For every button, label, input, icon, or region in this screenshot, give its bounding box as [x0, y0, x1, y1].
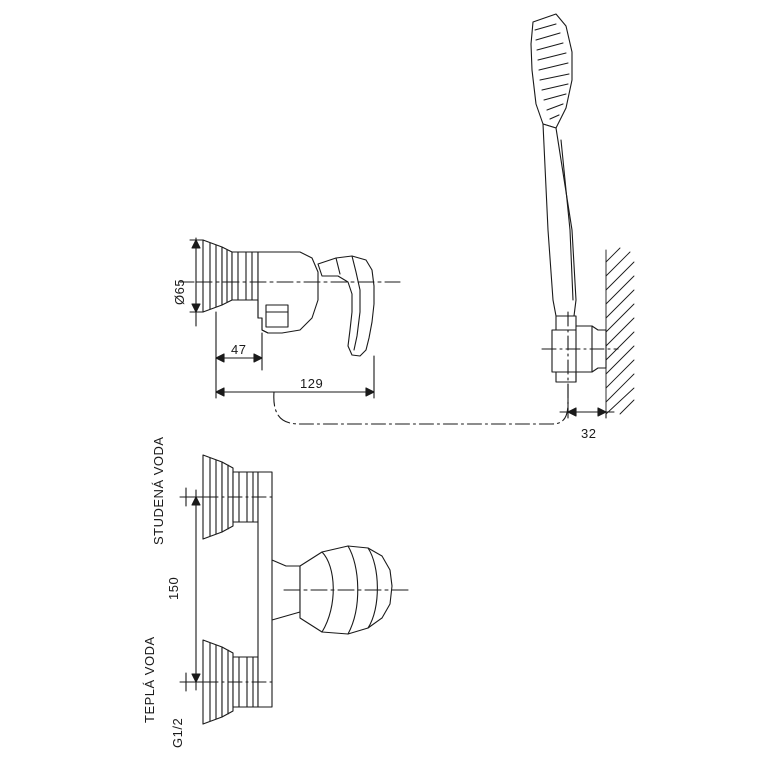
handle-lever-top — [318, 256, 374, 356]
label-cold-water-text: STUDENÁ VODA — [151, 436, 166, 545]
escutcheon-top — [203, 240, 232, 312]
label-hot-water-text: TEPLÁ VODA — [142, 636, 157, 723]
shower-hose — [274, 392, 568, 424]
dimension-label-150 — [166, 576, 189, 615]
dimension-label-32: 32 — [581, 426, 597, 441]
label-thread-size-text: G1/2 — [170, 717, 185, 748]
dimension-label-150-text: 150 — [166, 576, 181, 600]
dimension-150 — [188, 490, 203, 690]
dimension-label-129: 129 — [300, 376, 324, 391]
hand-shower — [531, 14, 618, 412]
dimension-47 — [216, 312, 262, 370]
label-thread-size — [170, 717, 200, 760]
wall-hatching — [606, 248, 634, 414]
inlet-nut-top — [232, 252, 258, 300]
label-cold-water — [151, 436, 260, 560]
dimension-label-47: 47 — [231, 342, 247, 357]
dimension-129 — [216, 356, 374, 398]
outlet-stub-top — [266, 305, 288, 327]
dimension-label-d65 — [172, 278, 198, 320]
dimension-label-d65-text: Ø65 — [172, 278, 187, 305]
